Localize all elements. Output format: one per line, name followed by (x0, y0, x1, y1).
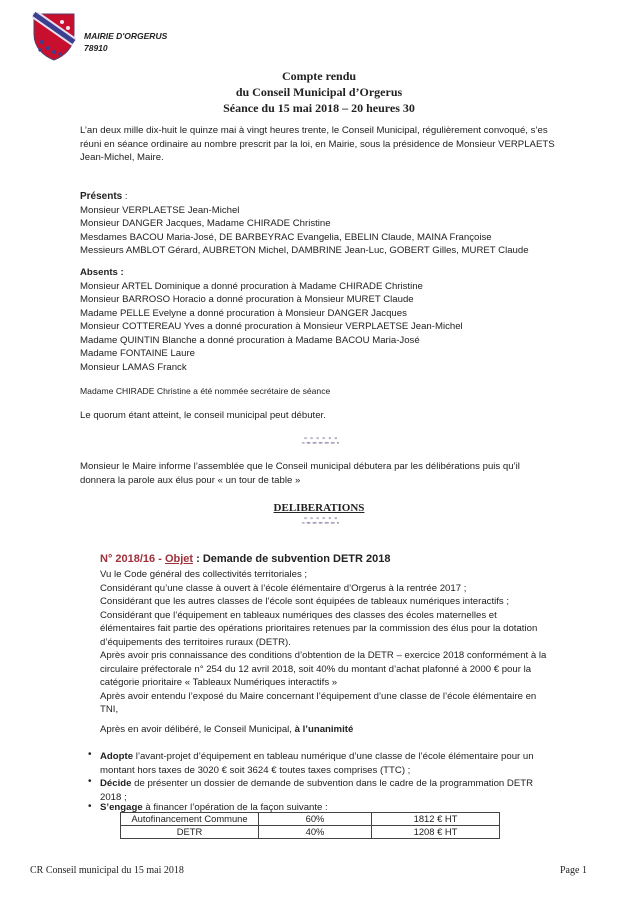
deliberation-result (100, 724, 353, 735)
objet-line: Considérant qu’une classe à ouvert à l’école élémentaire d’Orgerus à la rentrée 2017 ; (100, 582, 467, 594)
objet-line: TNI, (100, 704, 119, 715)
absents-line: Monsieur BARROSO Horacio a donné procuration à Monsieur MURET Claude (80, 294, 414, 305)
objet-line: élémentaires fait partie des opérations prioritaires retenues par la commission des élus pour la dotation (100, 623, 538, 634)
secretary-line: Madame CHIRADE Christine a été nommée secrétaire de séance (80, 386, 331, 396)
financing-label: Autofinancement Commune (121, 813, 259, 826)
footer-title: CR Conseil municipal du 15 mai 2018 (30, 865, 184, 876)
intro-line-2: réuni en séance ordinaire au nombre prescrit par la loi, en Mairie, sous la présidence de Monsieur VERPLAETS (80, 138, 555, 150)
title-line-3: Séance du 15 mai 2018 – 20 heures 30 (223, 101, 415, 115)
unanimity-text: à l’unanimité (294, 724, 354, 735)
objet-word: Objet (164, 553, 194, 565)
objet-line: Considérant que les autres classes de l’école sont équipées de tableaux numériques interactifs ; (100, 596, 510, 607)
ornament-divider: ஃஃஃஃஃஃ (302, 517, 339, 527)
org-name: MAIRIE D'ORGERUS (84, 31, 168, 41)
document-title (0, 68, 638, 116)
bullet-text: à financer l’opération de la façon suivante : (142, 802, 328, 813)
title-line-2: du Conseil Municipal d’Orgerus (235, 85, 403, 99)
presents-line: Monsieur DANGER Jacques, Madame CHIRADE Christine (80, 218, 331, 229)
bullet-verb: Décide (100, 778, 132, 789)
bullet-glyph: • (88, 749, 92, 760)
bullet-item (100, 750, 534, 777)
absents-heading: Absents : (80, 267, 124, 278)
presents-line: Mesdames BACOU Maria-José, DE BARBEYRAC Evangelia, EBELIN Claude, MAINA Françoise (80, 231, 492, 243)
absents-line: Madame PELLE Evelyne a donné procuration à Monsieur DANGER Jacques (80, 307, 407, 319)
presents-colon: : (122, 191, 128, 202)
financing-table (120, 812, 500, 839)
bullet-glyph: • (88, 801, 92, 812)
absents-line: Monsieur ARTEL Dominique a donné procuration à Madame CHIRADE Christine (80, 280, 423, 292)
objet-line: Après avoir entendu l’exposé du Maire concernant l’équipement d’une classe de l’école élémentaire en (100, 690, 537, 702)
absents-section (80, 266, 463, 374)
objet-body (100, 568, 546, 717)
bullet-item (100, 777, 533, 804)
bullet-text: de présenter un dossier de demande de subvention dans le cadre de la programmation DETR (131, 778, 534, 789)
bullet-glyph: • (88, 776, 92, 787)
objet-line: Considérant que l’équipement en tableaux numériques des classes des écoles maternelles et (100, 609, 497, 621)
title-line-1: Compte rendu (281, 69, 357, 83)
financing-percent: 60% (259, 813, 372, 826)
absents-line: Madame FONTAINE Laure (80, 348, 195, 359)
after-deliberation-text: Après en avoir délibéré, le Conseil Municipal, (100, 724, 295, 735)
maire-info-line-2: donnera la parole aux élus pour « un tour de table » (80, 474, 301, 486)
financing-percent: 40% (259, 826, 372, 839)
bullet-verb: S’engage (100, 802, 143, 813)
presents-heading: Présents (80, 191, 123, 202)
objet-number: N° 2018/16 - (100, 553, 165, 565)
financing-amount: 1208 € HT (372, 826, 500, 839)
postal-code: 78910 (84, 43, 108, 53)
deliberations-heading: DELIBERATIONS (273, 502, 365, 514)
objet-subject: : Demande de subvention DETR 2018 (193, 553, 391, 565)
objet-line: Vu le Code général des collectivités territoriales ; (100, 569, 308, 580)
intro-paragraph (80, 124, 638, 165)
objet-line: circulaire préfectorale n° 254 du 12 avril 2018, soit 40% du montant d’achat plafonné à 2000 € pour la (100, 663, 532, 675)
absents-line: Madame QUINTIN Blanche a donné procuration à Madame BACOU Maria-José (80, 334, 420, 346)
presents-section (80, 190, 529, 258)
financing-label: DETR (121, 826, 259, 839)
intro-line-1: L’an deux mille dix-huit le quinze mai à vingt heures trente, le Conseil Municipal, régulièrement convoqué, s’es (80, 125, 548, 136)
quorum-line: Le quorum étant atteint, le conseil municipal peut débuter. (80, 410, 326, 421)
table-row (121, 813, 500, 826)
table-row (121, 826, 500, 839)
ornament-divider: ஃஃஃஃஃஃ (302, 437, 339, 447)
presents-line: Messieurs AMBLOT Gérard, AUBRETON Michel, DAMBRINE Jean-Luc, GOBERT Gilles, MURET Claude (80, 245, 529, 256)
maire-info-line-1: Monsieur le Maire informe l’assemblée que le Conseil municipal débutera par les délibérations puis qu’il (80, 461, 520, 472)
presents-line: Monsieur VERPLAETSE Jean-Michel (80, 204, 240, 216)
objet-line: Après avoir pris connaissance des conditions d’obtention de la DETR – exercice 2018 conformément à la (100, 650, 547, 661)
financing-amount: 1812 € HT (372, 813, 500, 826)
bullet-text: l’avant-projet d’équipement en tableau numérique d’une classe de l’école élémentaire pour un (133, 751, 534, 762)
bullet-text-continued: montant hors taxes de 3020 € soit 3624 € toutes taxes comprises (TTC) ; (100, 764, 411, 776)
objet-line: catégorie prioritaire « Tableaux Numériques interactifs » (100, 677, 338, 688)
maire-info-paragraph (80, 460, 520, 487)
objet-title (100, 553, 391, 565)
absents-line: Monsieur LAMAS Franck (80, 361, 187, 373)
intro-line-3: Jean-Michel, Maire. (80, 152, 164, 163)
page-number: Page 1 (560, 865, 587, 876)
objet-line: d’équipements des territoires ruraux (DETR). (100, 636, 291, 648)
mairie-label (84, 30, 167, 54)
bullet-verb: Adopte (100, 751, 134, 762)
bullet-text-continued: 2018 ; (100, 791, 127, 803)
absents-line: Monsieur COTTEREAU Yves a donné procuration à Monsieur VERPLAETSE Jean-Michel (80, 321, 463, 332)
coat-of-arms-logo (30, 12, 78, 62)
